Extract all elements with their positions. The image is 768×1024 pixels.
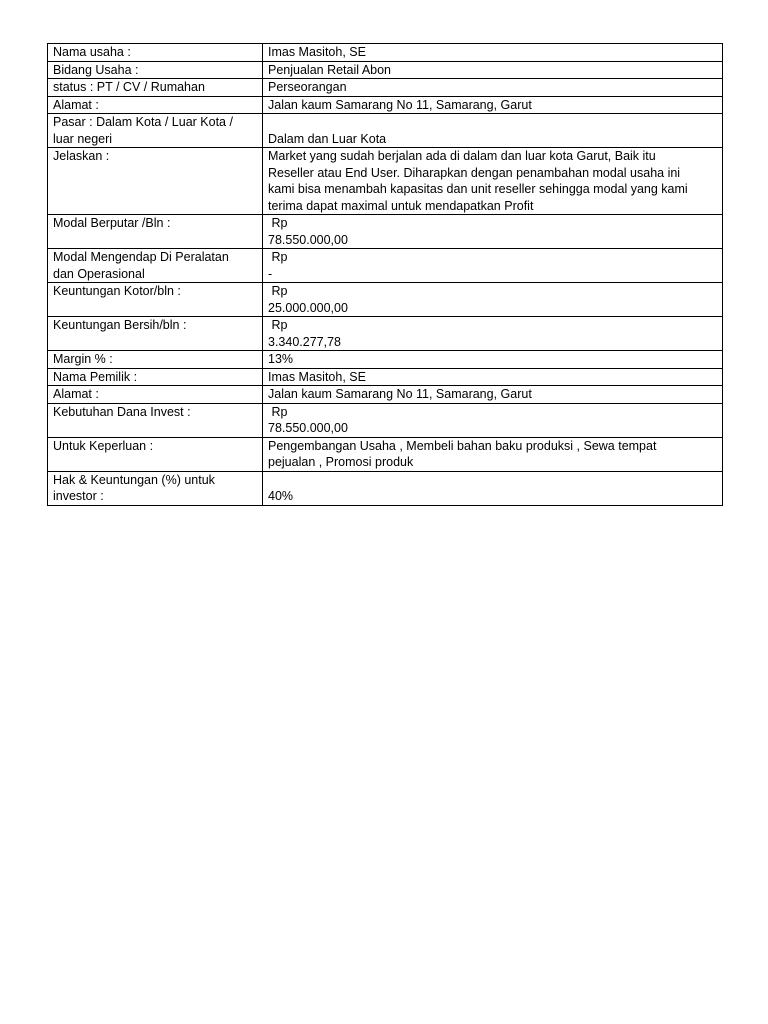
field-label: Bidang Usaha : bbox=[53, 62, 139, 77]
field-value-cell bbox=[263, 61, 723, 79]
field-value-cell bbox=[263, 437, 723, 471]
field-value: Market yang sudah berjalan ada di dalam dan luar kota Garut, Baik itu bbox=[268, 149, 656, 163]
table-row bbox=[48, 471, 723, 505]
field-label: investor : bbox=[53, 489, 104, 503]
field-label: Hak & Keuntungan (%) untuk bbox=[53, 472, 215, 487]
field-value: 40% bbox=[268, 489, 294, 503]
field-value-cell bbox=[263, 44, 723, 62]
field-value: 3.340.277,78 bbox=[268, 334, 341, 349]
field-value: Rp bbox=[268, 404, 288, 419]
field-value: Jalan kaum Samarang No 11, Samarang, Garut bbox=[268, 387, 532, 401]
table-row bbox=[48, 215, 723, 249]
field-value-cell bbox=[263, 249, 723, 283]
field-value: Perseorangan bbox=[268, 80, 347, 94]
field-label: status : PT / CV / Rumahan bbox=[53, 80, 205, 94]
field-value-cell bbox=[263, 283, 723, 317]
field-label-cell bbox=[48, 283, 263, 317]
table-row bbox=[48, 44, 723, 62]
field-label: Jelaskan : bbox=[53, 149, 110, 163]
field-label-cell bbox=[48, 61, 263, 79]
field-value: 78.550.000,00 bbox=[268, 232, 348, 247]
field-label-cell bbox=[48, 368, 263, 386]
field-label: Pasar : Dalam Kota / Luar Kota / bbox=[53, 115, 233, 129]
field-label: Nama Pemilik : bbox=[53, 369, 138, 384]
field-label: Untuk Keperluan : bbox=[53, 438, 154, 453]
field-value-cell bbox=[263, 368, 723, 386]
field-value: Reseller atau End User. Diharapkan dengan penambahan modal usaha ini bbox=[268, 165, 681, 180]
field-value: Imas Masitoh, SE bbox=[268, 45, 366, 59]
field-value: Rp bbox=[268, 250, 288, 264]
table-row bbox=[48, 351, 723, 369]
field-label: Margin % : bbox=[53, 352, 113, 366]
field-label: Keuntungan Bersih/bln : bbox=[53, 318, 187, 332]
field-label-cell bbox=[48, 249, 263, 283]
field-label: Kebutuhan Dana Invest : bbox=[53, 404, 191, 419]
field-label-cell bbox=[48, 471, 263, 505]
field-value-cell bbox=[263, 114, 723, 148]
field-label-cell bbox=[48, 351, 263, 369]
field-label-cell bbox=[48, 44, 263, 62]
field-value-cell bbox=[263, 386, 723, 404]
field-label-cell bbox=[48, 148, 263, 215]
field-value: Dalam dan Luar Kota bbox=[268, 131, 387, 146]
field-value: Rp bbox=[268, 284, 288, 298]
field-value: terima dapat maximal untuk mendapatkan Profit bbox=[268, 198, 534, 213]
field-value: Rp bbox=[268, 216, 288, 230]
table-row bbox=[48, 403, 723, 437]
business-profile-table bbox=[47, 43, 723, 506]
field-label: Alamat : bbox=[53, 387, 99, 401]
table-row bbox=[48, 386, 723, 404]
field-label-cell bbox=[48, 403, 263, 437]
field-value-cell bbox=[263, 317, 723, 351]
field-value: 13% bbox=[268, 352, 294, 366]
field-value: pejualan , Promosi produk bbox=[268, 455, 414, 469]
table-body bbox=[48, 44, 723, 506]
table-row bbox=[48, 283, 723, 317]
field-value: Penjualan Retail Abon bbox=[268, 62, 392, 77]
table-row bbox=[48, 61, 723, 79]
field-value-cell bbox=[263, 79, 723, 97]
field-label: Alamat : bbox=[53, 97, 99, 112]
field-value-cell bbox=[263, 148, 723, 215]
table-row bbox=[48, 96, 723, 114]
field-value-cell bbox=[263, 471, 723, 505]
field-value: Imas Masitoh, SE bbox=[268, 369, 366, 384]
field-label: Nama usaha : bbox=[53, 45, 131, 59]
field-label: Modal Berputar /Bln : bbox=[53, 216, 171, 230]
field-label-cell bbox=[48, 317, 263, 351]
table-row bbox=[48, 317, 723, 351]
field-label: dan Operasional bbox=[53, 266, 145, 281]
field-value: Rp bbox=[268, 318, 288, 332]
field-label-cell bbox=[48, 79, 263, 97]
field-value: 78.550.000,00 bbox=[268, 421, 348, 435]
field-value-cell bbox=[263, 351, 723, 369]
field-label-cell bbox=[48, 386, 263, 404]
table-row bbox=[48, 114, 723, 148]
field-value-cell bbox=[263, 403, 723, 437]
field-label: Keuntungan Kotor/bln : bbox=[53, 284, 181, 298]
field-value: - bbox=[268, 266, 273, 281]
table-row bbox=[48, 249, 723, 283]
field-label-cell bbox=[48, 114, 263, 148]
table-row bbox=[48, 148, 723, 215]
table-row bbox=[48, 368, 723, 386]
field-value: Jalan kaum Samarang No 11, Samarang, Garut bbox=[268, 97, 532, 112]
field-value-cell bbox=[263, 96, 723, 114]
field-label: luar negeri bbox=[53, 131, 113, 146]
field-value: Pengembangan Usaha , Membeli bahan baku produksi , Sewa tempat bbox=[268, 438, 657, 453]
field-value: 25.000.000,00 bbox=[268, 300, 348, 315]
field-value-cell bbox=[263, 215, 723, 249]
table-row bbox=[48, 79, 723, 97]
table-row bbox=[48, 437, 723, 471]
field-label-cell bbox=[48, 437, 263, 471]
field-label: Modal Mengendap Di Peralatan bbox=[53, 250, 229, 264]
field-label-cell bbox=[48, 96, 263, 114]
field-value: kami bisa menambah kapasitas dan unit reseller sehingga modal yang kami bbox=[268, 182, 688, 196]
field-label-cell bbox=[48, 215, 263, 249]
